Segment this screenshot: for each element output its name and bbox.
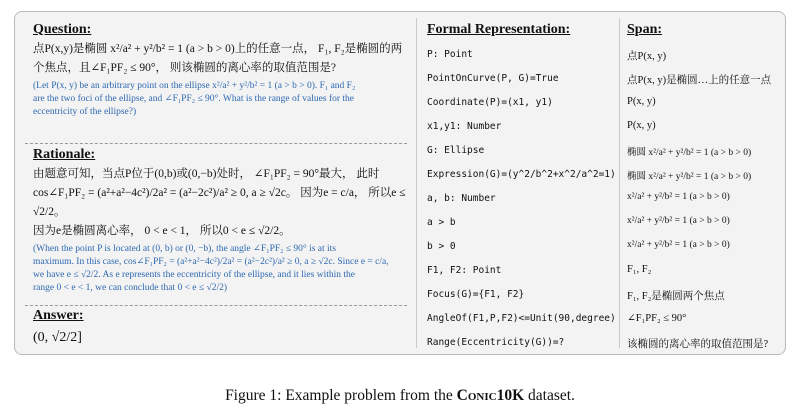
column-divider-2 — [619, 18, 620, 348]
formal-line: Range(Eccentricity(G))=? — [427, 337, 565, 348]
answer-heading: Answer: — [33, 308, 84, 323]
answer-section — [33, 308, 407, 347]
span-line: x²/a² + y²/b² = 1 (a > b > 0) — [627, 240, 730, 250]
divider-rationale-answer — [25, 305, 407, 306]
rationale-en-line-3: we have e ≤ √2/2. As e represents the eccentricity of the ellipse, and it lies within the — [33, 270, 355, 280]
span-line: P(x, y) — [627, 120, 656, 131]
question-en-line-2: are the two foci of the ellipse, and ∠F₁PF₂ ≤ 90°. What is the range of values for the — [33, 94, 355, 104]
figure-panel — [14, 11, 786, 355]
span-line: F₁, F₂ — [627, 264, 652, 275]
span-heading: Span: — [627, 22, 663, 37]
formal-line: PointOnCurve(P, G)=True — [427, 73, 559, 84]
question-en-line-1: (Let P(x, y) be an arbitrary point on the ellipse x²/a² + y²/b² = 1 (a > b > 0). F₁ and F₂ — [33, 81, 356, 91]
span-line: 椭圆 x²/a² + y²/b² = 1 (a > b > 0) — [627, 172, 752, 182]
formal-line: Coordinate(P)=(x1, y1) — [427, 97, 553, 108]
formal-line: b > 0 — [427, 241, 456, 252]
caption-suffix: dataset. — [524, 387, 575, 404]
formal-representation-column — [419, 18, 617, 348]
caption-prefix: Figure 1: Example problem from the — [225, 387, 457, 404]
span-line: P(x, y) — [627, 96, 656, 107]
column-divider-1 — [416, 18, 417, 348]
span-line: 点P(x, y)是椭圆…上的任意一点 — [627, 75, 772, 86]
question-en-line-3: eccentricity of the ellipse?) — [33, 107, 137, 117]
formal-line: F1, F2: Point — [427, 265, 502, 276]
answer-value: (0, √2/2] — [33, 330, 82, 345]
rationale-en-line-4: range 0 < e < 1, we can conclude that 0 < e ≤ √2/2) — [33, 283, 228, 293]
rationale-heading: Rationale: — [33, 147, 96, 162]
divider-question-rationale — [25, 143, 407, 144]
question-heading: Question: — [33, 22, 92, 37]
formal-line: Focus(G)={F1, F2} — [427, 289, 525, 300]
caption-dataset-name: Conic10K — [456, 387, 525, 404]
formal-line: a, b: Number — [427, 193, 496, 204]
problem-column — [25, 18, 413, 348]
question-section — [33, 22, 407, 119]
rationale-section — [33, 147, 407, 295]
formal-representation-heading: Formal Representation: — [427, 22, 571, 37]
span-line: x²/a² + y²/b² = 1 (a > b > 0) — [627, 216, 730, 226]
span-line: 该椭圆的离心率的取值范围是? — [627, 339, 769, 350]
span-line: x²/a² + y²/b² = 1 (a > b > 0) — [627, 192, 730, 202]
span-line: F₁, F₂是椭圆两个焦点 — [627, 291, 725, 302]
formal-line: P: Point — [427, 49, 473, 60]
formal-line: a > b — [427, 217, 456, 228]
rationale-zh-line-2: cos∠F₁PF₂ = (a²+a²−4c²)/2a² = (a²−2c²)/a² ≥ 0, a ≥ √2c。 因为e = c/a， 所以e ≤ √2/2。 — [33, 187, 406, 218]
figure-caption — [0, 387, 800, 405]
span-column — [621, 18, 777, 348]
formal-line: Expression(G)=(y^2/b^2+x^2/a^2=1) — [427, 169, 616, 180]
rationale-en-line-2: maximum. In this case, cos∠F₁PF₂ = (a²+a²−4c²)/2a² = (a²−2c²)/a² ≥ 0, a ≥ √2c. Since e = c/a, — [33, 257, 389, 267]
span-line: 椭圆 x²/a² + y²/b² = 1 (a > b > 0) — [627, 148, 752, 158]
formal-line: AngleOf(F1,P,F2)<=Unit(90,degree) — [427, 313, 616, 324]
span-line: ∠F₁PF₂ ≤ 90° — [627, 313, 687, 324]
question-zh-line-1: 点P(x,y)是椭圆 x²/a² + y²/b² = 1 (a > b > 0)上的任意一点， F₁, F₂是椭圆的两 — [33, 43, 403, 55]
formal-line: x1,y1: Number — [427, 121, 502, 132]
formal-line: G: Ellipse — [427, 145, 485, 156]
rationale-en-line-1: (When the point P is located at (0, b) or (0, −b), the angle ∠F₁PF₂ ≤ 90° is at its — [33, 244, 337, 254]
question-zh-line-2: 个焦点，且∠F₁PF₂ ≤ 90°， 则该椭圆的离心率的取值范围是? — [33, 62, 336, 74]
span-line: 点P(x, y) — [627, 51, 667, 62]
rationale-zh-line-3: 因为e是椭圆离心率， 0 < e < 1， 所以0 < e ≤ √2/2。 — [33, 225, 291, 237]
rationale-zh-line-1: 由题意可知，当点P位于(0,b)或(0,−b)处时， ∠F₁PF₂ = 90°最大， 此时 — [33, 168, 380, 180]
